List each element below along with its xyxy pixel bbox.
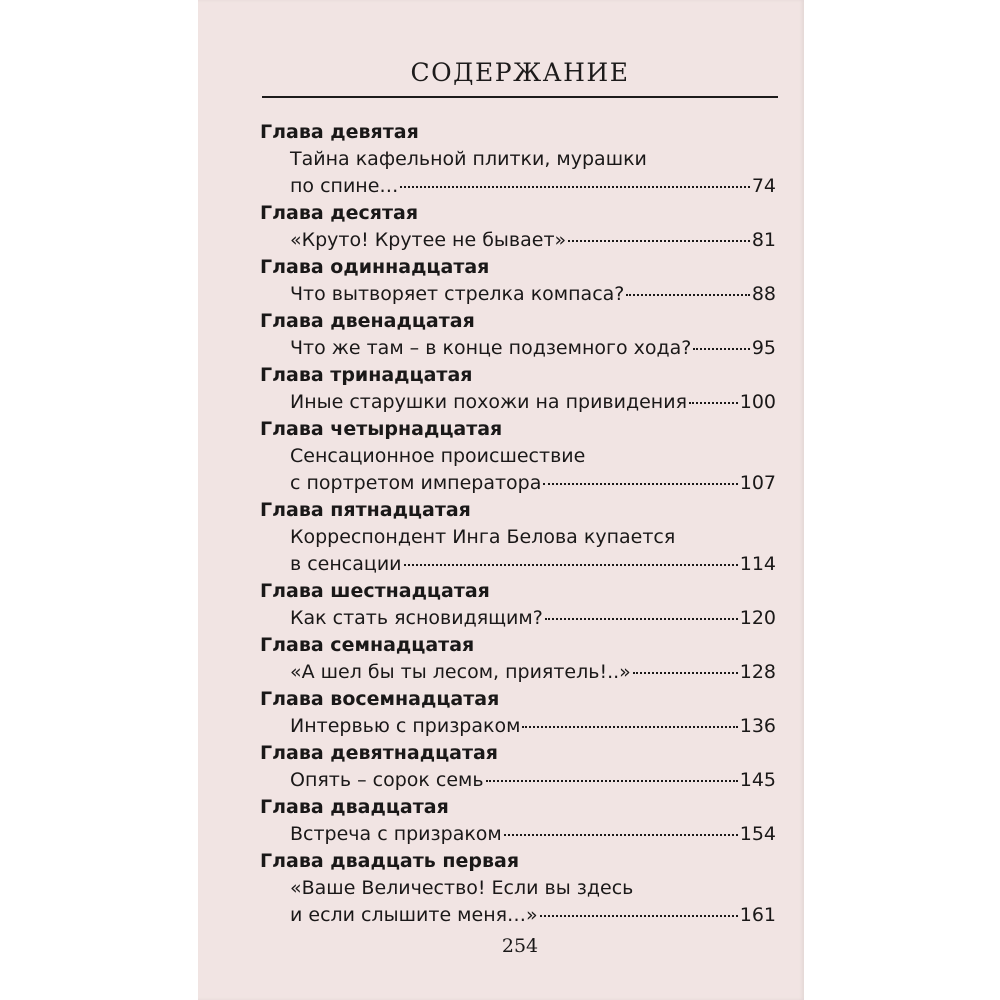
chapter-title: Глава восемнадцатая: [260, 688, 500, 710]
chapter-title: Глава двенадцатая: [260, 310, 475, 332]
entry-page-number: 154: [739, 823, 776, 845]
toc-chapter: [260, 686, 776, 740]
entry-text: Иные старушки похожи на привидения: [290, 391, 688, 413]
entry-text: Тайна кафельной плитки, мурашки: [290, 148, 647, 170]
dot-leader: [626, 294, 749, 296]
chapter-entry: [260, 227, 776, 254]
chapter-entry: [260, 821, 776, 848]
toc-chapter: [260, 794, 776, 848]
entry-text: Как стать ясновидящим?: [290, 607, 543, 629]
entry-text: с портретом императора: [290, 472, 542, 494]
chapter-title: Глава одиннадцатая: [260, 256, 490, 278]
chapter-title: Глава девятнадцатая: [260, 742, 499, 764]
entry-text: «А шел бы ты лесом, приятель!..»: [290, 661, 631, 683]
entry-text: Что вытворяет стрелка компаса?: [290, 283, 625, 305]
chapter-title: Глава семнадцатая: [260, 634, 475, 656]
toc-chapter: [260, 848, 776, 929]
toc-chapter: [260, 632, 776, 686]
dot-leader: [693, 348, 749, 350]
entry-text: «Ваше Величество! Если вы здесь: [290, 877, 634, 899]
entry-page-number: 100: [739, 391, 776, 413]
chapter-title: Глава пятнадцатая: [260, 499, 471, 521]
chapter-entry: [260, 443, 776, 497]
entry-text: Опять – сорок семь: [290, 769, 484, 791]
page-title: СОДЕРЖАНИЕ: [410, 58, 630, 87]
toc-chapter: [260, 254, 776, 308]
entry-text: Интервью с призраком: [290, 715, 521, 737]
chapter-title: Глава двадцать первая: [260, 850, 520, 872]
chapter-title: Глава девятая: [260, 121, 419, 143]
dot-leader: [404, 564, 738, 566]
chapter-title: Глава десятая: [260, 202, 419, 224]
toc-chapter: [260, 119, 776, 200]
entry-text: и если слышите меня…»: [290, 904, 538, 926]
chapter-entry: [260, 659, 776, 686]
chapter-entry: [260, 146, 776, 200]
entry-page-number: 114: [739, 553, 776, 575]
dot-leader: [522, 726, 737, 728]
chapter-entry: [260, 605, 776, 632]
entry-text: Встреча с призраком: [290, 823, 502, 845]
chapter-title: Глава двадцатая: [260, 796, 449, 818]
entry-page-number: 95: [751, 337, 776, 359]
chapter-title: Глава тринадцатая: [260, 364, 473, 386]
entry-text: Что же там – в конце подземного хода?: [290, 337, 692, 359]
chapter-entry: [260, 281, 776, 308]
entry-page-number: 136: [739, 715, 776, 737]
dot-leader: [504, 834, 738, 836]
chapter-entry: [260, 875, 776, 929]
header-rule: [262, 96, 778, 98]
dot-leader: [633, 672, 738, 674]
dot-leader: [689, 402, 738, 404]
dot-leader: [400, 186, 749, 188]
dot-leader: [540, 915, 738, 917]
entry-page-number: 145: [739, 769, 776, 791]
entry-page-number: 107: [739, 472, 776, 494]
chapter-entry: [260, 767, 776, 794]
dot-leader: [568, 240, 750, 242]
entry-page-number: 88: [751, 283, 776, 305]
entry-text: по спине…: [290, 175, 399, 197]
entry-page-number: 128: [739, 661, 776, 683]
toc-chapter: [260, 578, 776, 632]
toc-chapter: [260, 416, 776, 497]
entry-text: Сенсационное происшествие: [290, 445, 586, 467]
dot-leader: [543, 483, 737, 485]
table-of-contents: [260, 119, 776, 929]
dot-leader: [545, 618, 738, 620]
entry-page-number: 161: [739, 904, 776, 926]
toc-chapter: [260, 362, 776, 416]
entry-page-number: 74: [751, 175, 776, 197]
toc-chapter: [260, 308, 776, 362]
chapter-entry: [260, 713, 776, 740]
entry-page-number: 81: [751, 229, 776, 251]
chapter-title: Глава четырнадцатая: [260, 418, 503, 440]
toc-chapter: [260, 200, 776, 254]
entry-page-number: 120: [739, 607, 776, 629]
chapter-entry: [260, 524, 776, 578]
chapter-title: Глава шестнадцатая: [260, 580, 490, 602]
entry-text: «Круто! Крутее не бывает»: [290, 229, 567, 251]
chapter-entry: [260, 389, 776, 416]
dot-leader: [486, 780, 738, 782]
toc-chapter: [260, 740, 776, 794]
chapter-entry: [260, 335, 776, 362]
toc-chapter: [260, 497, 776, 578]
entry-text: Корреспондент Инга Белова купается: [290, 526, 676, 548]
entry-text: в сенсации: [290, 553, 402, 575]
page-number: 254: [501, 935, 539, 957]
